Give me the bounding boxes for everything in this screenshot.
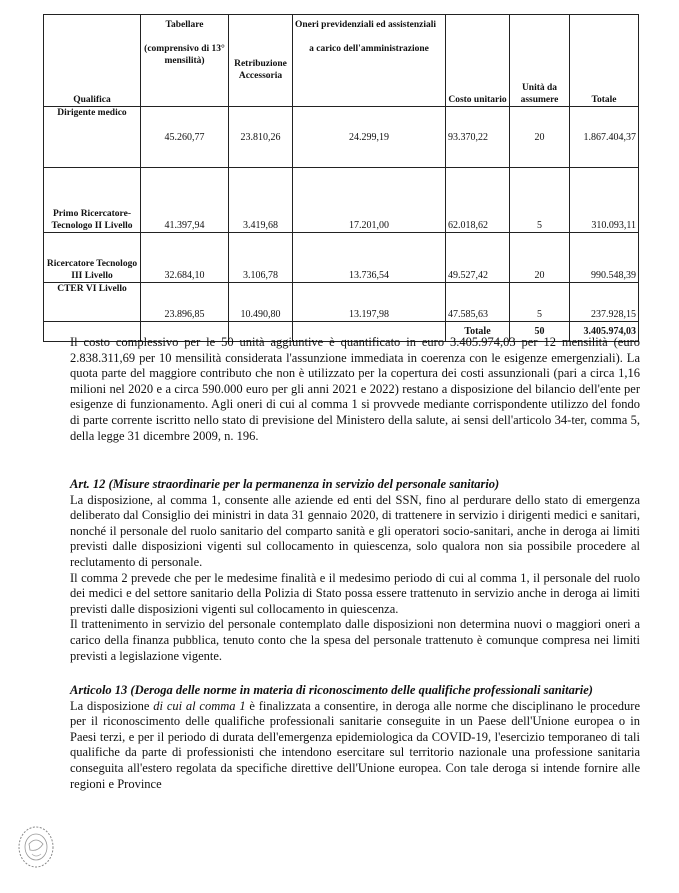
table-row: [44, 233, 639, 283]
cell-retribuzione: 3.106,78: [229, 233, 293, 283]
cell-totale: 237.928,15: [570, 283, 639, 322]
cell-qualifica: Dirigente medico: [44, 107, 141, 168]
cell-qualifica: Ricercatore Tecnologo III Livello: [44, 233, 141, 283]
header-costo: Costo unitario: [446, 15, 510, 107]
cell-oneri: 17.201,00: [293, 168, 446, 233]
cell-oneri: 13.197,98: [293, 283, 446, 322]
total-totale: 3.405.974,03: [570, 322, 639, 342]
art13-heading: Articolo 13 (Deroga delle norme in materia di riconoscimento delle qualifiche professionali sanitarie): [70, 683, 593, 697]
cost-paragraph: [70, 335, 640, 444]
header-qualifica: Qualifica: [44, 15, 141, 107]
cell-oneri: 24.299,19: [293, 107, 446, 168]
cell-tabellare: 23.896,85: [141, 283, 229, 322]
cost-table: [43, 14, 639, 342]
header-totale: Totale: [570, 15, 639, 107]
header-tabellare-sub: (comprensivo di 13° mensilità): [144, 44, 225, 66]
art12-paragraph-2: Il comma 2 prevede che per le medesime finalità e il medesimo periodo di cui al comma 1, il personale del ruolo dei medici e del settore sanitario della Polizia di Stato possa essere trattenuto in servizio anche in deroga ai limiti previsti dalle disposizioni vigenti sul collocamento in quiescenza.: [70, 570, 640, 616]
table-row: [44, 107, 639, 168]
art12-section: [70, 477, 640, 664]
cell-tabellare: 45.260,77: [141, 107, 229, 168]
table-header-row: [44, 15, 639, 107]
cell-costo: 49.527,42: [446, 233, 510, 283]
art12-paragraph-3: Il trattenimento in servizio del personale contemplato dalle disposizioni non determina nuovi o maggiori oneri a carico della finanza pubblica, tenuto conto che la spesa del personale trattenuto è comunque compresa nei limiti previsti a legislazione vigente.: [70, 617, 640, 663]
cell-retribuzione: 10.490,80: [229, 283, 293, 322]
header-oneri: [293, 15, 446, 107]
cell-tabellare: 32.684,10: [141, 233, 229, 283]
cell-totale: 1.867.404,37: [570, 107, 639, 168]
cell-retribuzione: 3.419,68: [229, 168, 293, 233]
table-row: [44, 168, 639, 233]
cell-totale: 990.548,39: [570, 233, 639, 283]
art12-heading: Art. 12 (Misure straordinarie per la permanenza in servizio del personale sanitario): [70, 477, 500, 491]
cell-qualifica: Primo Ricercatore-Tecnologo II Livello: [44, 168, 141, 233]
total-label: Totale: [446, 322, 510, 342]
seal-stamp-icon: [16, 824, 56, 870]
art12-paragraph-1: La disposizione, al comma 1, consente alle aziende ed enti del SSN, fino al perdurare dello stato di emergenza deliberato dal Consiglio dei ministri in data 31 gennaio 2020, di trattenere in servizio i dirigenti medici e sanitari, nonché il personale del ruolo sanitario del comparto sanità e gli operatori socio-sanitari, anche in deroga ai limiti previsti dalle disposizioni vigenti sul collocamento in quiescenza, solo qualora non sia possibile procedere al reclutamento di personale.: [70, 492, 640, 569]
cell-unita: 5: [510, 168, 570, 233]
cell-oneri: 13.736,54: [293, 233, 446, 283]
cell-costo: 93.370,22: [446, 107, 510, 168]
total-unita: 50: [510, 322, 570, 342]
header-oneri-title: Oneri previdenziali ed assistenziali: [295, 20, 437, 30]
art13-text-a: La disposizione: [70, 698, 154, 713]
header-unita: Unità da assumere: [510, 15, 570, 107]
cell-unita: 5: [510, 283, 570, 322]
cell-costo: 47.585,63: [446, 283, 510, 322]
art13-section: [70, 683, 640, 792]
header-oneri-sub: a carico dell'amministrazione: [309, 44, 429, 54]
paragraph-cost: Il costo complessivo per le 50 unità aggiuntive è quantificato in euro 3.405.974,03 per 12 mensilità (euro 2.838.311,69 per 10 mensilità considerata l'assunzione immediata in coerenza con le esigenze emergenziali). La quota parte del maggiore contributo che non è utilizzato per la copertura dei costi assunzionali (pari a circa 1,16 milioni nel 2020 e a circa 590.000 euro per gli anni 2021 e 2022) restano a disposizione del bilancio dell'ente per esigenze di funzionamento. Agli oneri di cui al comma 1 si provvede mediante corrispondente utilizzo del fondo di parte corrente iscritto nello stato di previsione del Ministero della salute, ai sensi dell'articolo 34-ter, comma 5, della legge 31 dicembre 2009, n. 196.: [70, 335, 640, 443]
header-tabellare-title: Tabellare: [165, 20, 204, 30]
art13-paragraph-1: [70, 699, 640, 793]
cell-costo: 62.018,62: [446, 168, 510, 233]
cell-retribuzione: 23.810,26: [229, 107, 293, 168]
cell-unita: 20: [510, 233, 570, 283]
header-tabellare: [141, 15, 229, 107]
art13-text-italic: di cui al comma 1: [153, 698, 246, 713]
art13-text-b: è finalizzata a consentire, in deroga alle norme che disciplinano le procedure per il riconoscimento delle qualifiche professionali sanitarie conseguite in un Paese dell'Unione europea o in Paesi terzi, e per il periodo di durata dell'emergenza epidemiologica da COVID-19, l'esercizio temporaneo di tali qualifiche da parte di professionisti che intendono esercitare sul territorio nazionale una professione sanitaria conseguita all'estero regolata da specifiche direttive dell'Unione europea. Con tale deroga si intende fornire alle regioni e Province: [70, 698, 640, 791]
cell-qualifica: CTER VI Livello: [44, 283, 141, 322]
cell-tabellare: 41.397,94: [141, 168, 229, 233]
cell-totale: 310.093,11: [570, 168, 639, 233]
cell-unita: 20: [510, 107, 570, 168]
header-retribuzione: Retribuzione Accessoria: [229, 15, 293, 107]
table-row: [44, 283, 639, 322]
